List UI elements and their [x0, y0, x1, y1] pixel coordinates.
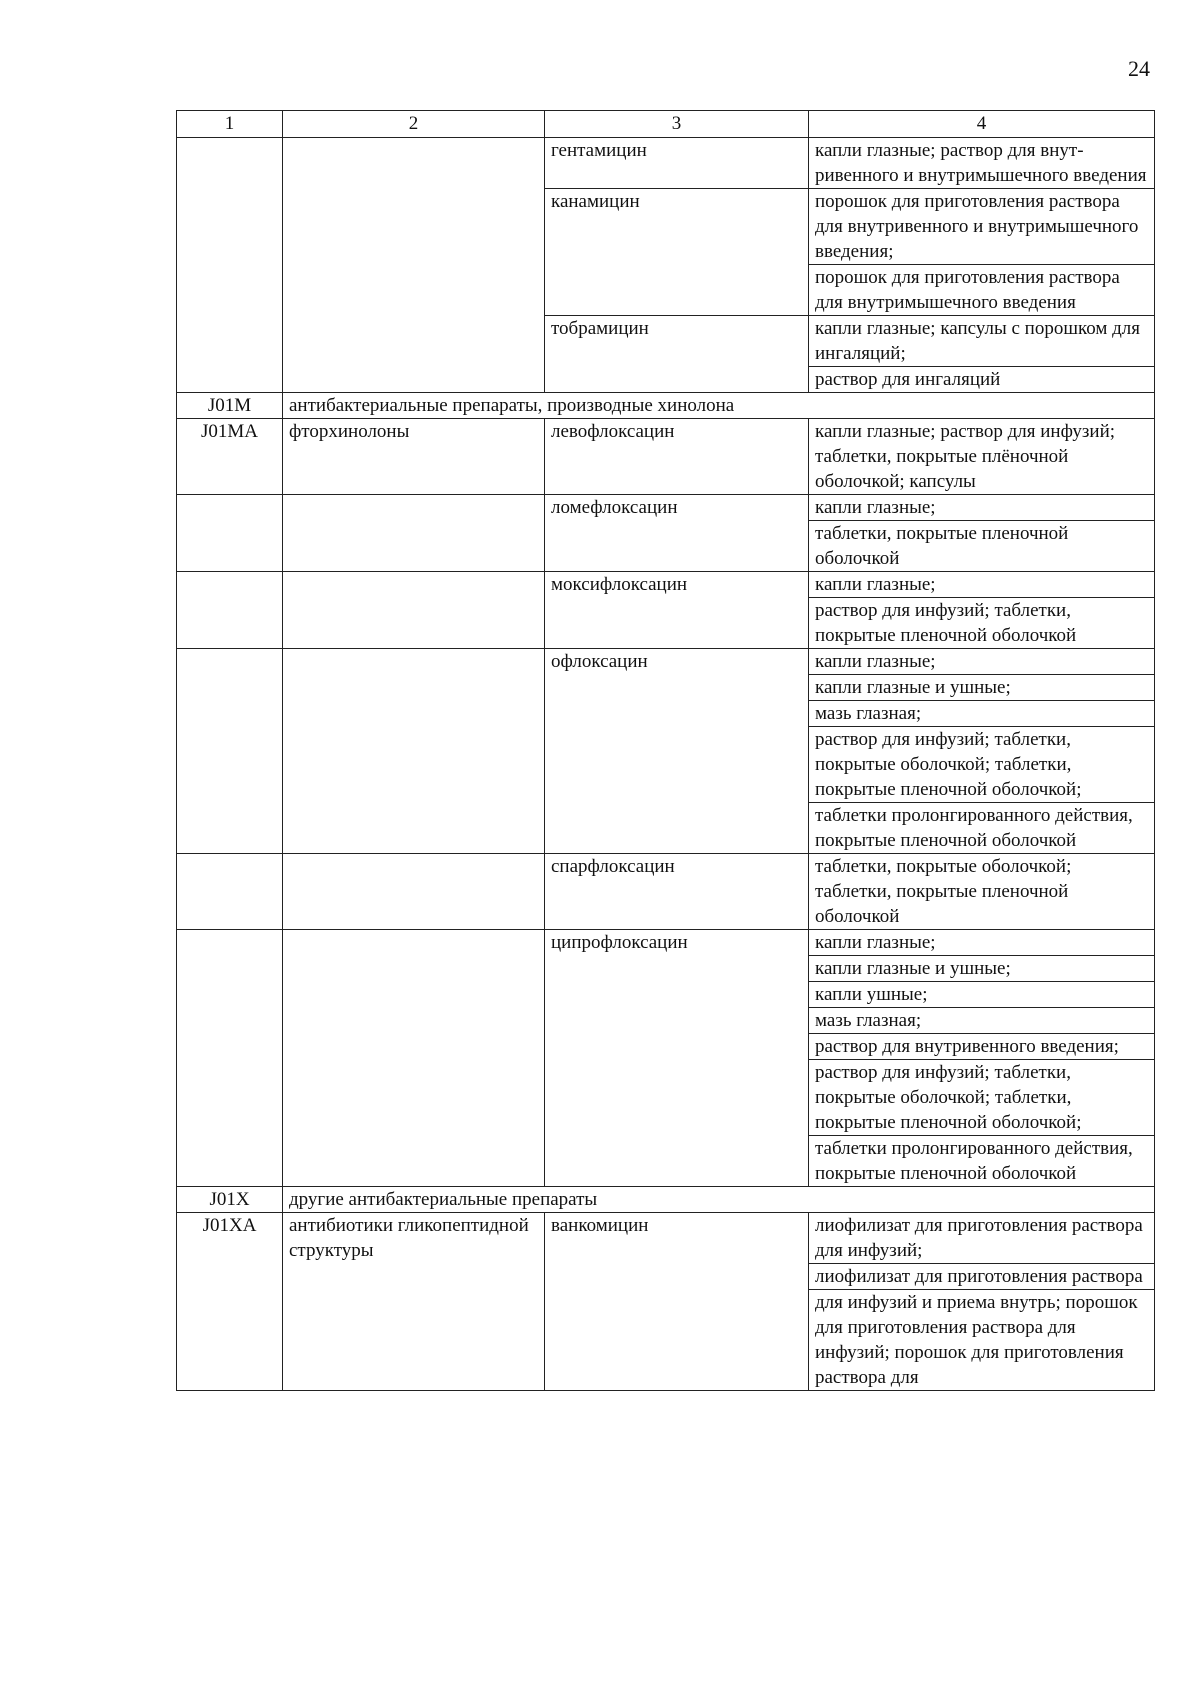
group-name [283, 649, 545, 854]
group-name: фторхинолоны [283, 419, 545, 495]
page-number: 24 [1128, 56, 1150, 81]
drug-name: гентамицин [545, 138, 809, 189]
dosage-form: капли глазные; раствор для инфузий; таблетки, покрытые плёночной оболочкой; капсулы [815, 421, 1116, 492]
drug-name: тобрамицин [545, 316, 809, 393]
section-title: антибактериальные препараты, производные хинолона [283, 393, 1155, 419]
column-number-4: 4 [809, 111, 1155, 138]
dosage-forms [809, 1213, 1155, 1391]
group-name [283, 495, 545, 572]
dosage-form: капли глазные; [815, 651, 936, 672]
dosage-form: капли ушные; [809, 981, 1154, 1007]
dosage-form: раствор для ингаляций [809, 366, 1154, 392]
dosage-form: для инфузий и приема внутрь; порошок для приготовления раствора для инфузий; порошок для приготовления раствора для [809, 1289, 1154, 1390]
atc-code [177, 138, 283, 393]
column-number-3: 3 [545, 111, 809, 138]
drug-name: ципрофлоксацин [545, 930, 809, 1187]
dosage-form: лиофилизат для приготовления раствора для инфузий; [815, 1215, 1143, 1261]
dosage-form: таблетки пролонгированного действия, покрытые пленочной оболочкой [809, 802, 1154, 853]
drug-name: офлоксацин [545, 649, 809, 854]
header-row [177, 111, 1155, 138]
group-name [283, 854, 545, 930]
dosage-form: капли глазные; раствор для внутривенного и внутримышечного введения [815, 140, 1147, 186]
drug-row [177, 495, 1155, 572]
atc-code [177, 495, 283, 572]
dosage-form: раствор для внутривенного введения; [809, 1033, 1154, 1059]
dosage-forms [809, 316, 1155, 393]
dosage-forms [809, 495, 1155, 572]
atc-code [177, 572, 283, 649]
group-name [283, 138, 545, 393]
column-number-2: 2 [283, 111, 545, 138]
dosage-form: таблетки пролонгированного действия, покрытые пленочной оболочкой [809, 1135, 1154, 1186]
atc-code: J01M [177, 393, 283, 419]
dosage-form: капли глазные и ушные; [809, 674, 1154, 700]
drug-name: ванкомицин [545, 1213, 809, 1391]
drug-row [177, 138, 1155, 189]
section-title: другие антибактериальные препараты [283, 1187, 1155, 1213]
drug-row [177, 930, 1155, 1187]
drug-row [177, 572, 1155, 649]
dosage-form: таблетки, покрытые пленочной оболочкой [809, 520, 1154, 571]
column-number-1: 1 [177, 111, 283, 138]
atc-code [177, 930, 283, 1187]
drug-name: ломефлоксацин [545, 495, 809, 572]
dosage-form: порошок для приготовления раствора для внутримышечного введения [809, 264, 1154, 315]
dosage-form: капли глазные; капсулы с порошком для ингаляций; [815, 318, 1141, 364]
dosage-forms [809, 572, 1155, 649]
dosage-form: лиофилизат для приготовления раствора [809, 1263, 1154, 1289]
dosage-form: раствор для инфузий; таблетки, покрытые оболочкой; таблетки, покрытые пленочной оболочкой; [809, 726, 1154, 802]
group-name: антибиотики гликопептидной структуры [283, 1213, 545, 1391]
dosage-form: капли глазные; [815, 932, 936, 953]
drug-name: спарфлоксацин [545, 854, 809, 930]
atc-code: J01X [177, 1187, 283, 1213]
group-name [283, 930, 545, 1187]
dosage-forms [809, 649, 1155, 854]
medication-table [176, 110, 1155, 1391]
drug-name: моксифлоксацин [545, 572, 809, 649]
dosage-form: таблетки, покрытые оболочкой; таблетки, покрытые пленочной оболочкой [815, 856, 1072, 927]
dosage-form: мазь глазная; [809, 700, 1154, 726]
drug-row [177, 649, 1155, 854]
dosage-form: мазь глазная; [809, 1007, 1154, 1033]
drug-row [177, 1213, 1155, 1391]
atc-code: J01XA [177, 1213, 283, 1391]
table-body [177, 111, 1155, 1391]
atc-code: J01MA [177, 419, 283, 495]
dosage-forms [809, 854, 1155, 930]
drug-row [177, 854, 1155, 930]
dosage-forms [809, 189, 1155, 316]
drug-row [177, 419, 1155, 495]
atc-code [177, 854, 283, 930]
group-name [283, 572, 545, 649]
dosage-form: капли глазные; [815, 574, 936, 595]
dosage-forms [809, 138, 1155, 189]
section-row [177, 393, 1155, 419]
dosage-form: раствор для инфузий; таблетки, покрытые пленочной оболочкой [809, 597, 1154, 648]
dosage-form: раствор для инфузий; таблетки, покрытые оболочкой; таблетки, покрытые пленочной оболочкой; [809, 1059, 1154, 1135]
drug-name: канамицин [545, 189, 809, 316]
drug-name: левофлоксацин [545, 419, 809, 495]
dosage-form: капли глазные и ушные; [809, 955, 1154, 981]
atc-code [177, 649, 283, 854]
dosage-form: порошок для приготовления раствора для внутривенного и внутримышечного введения; [815, 191, 1139, 262]
section-row [177, 1187, 1155, 1213]
dosage-form: капли глазные; [815, 497, 936, 518]
dosage-forms [809, 930, 1155, 1187]
dosage-forms [809, 419, 1155, 495]
